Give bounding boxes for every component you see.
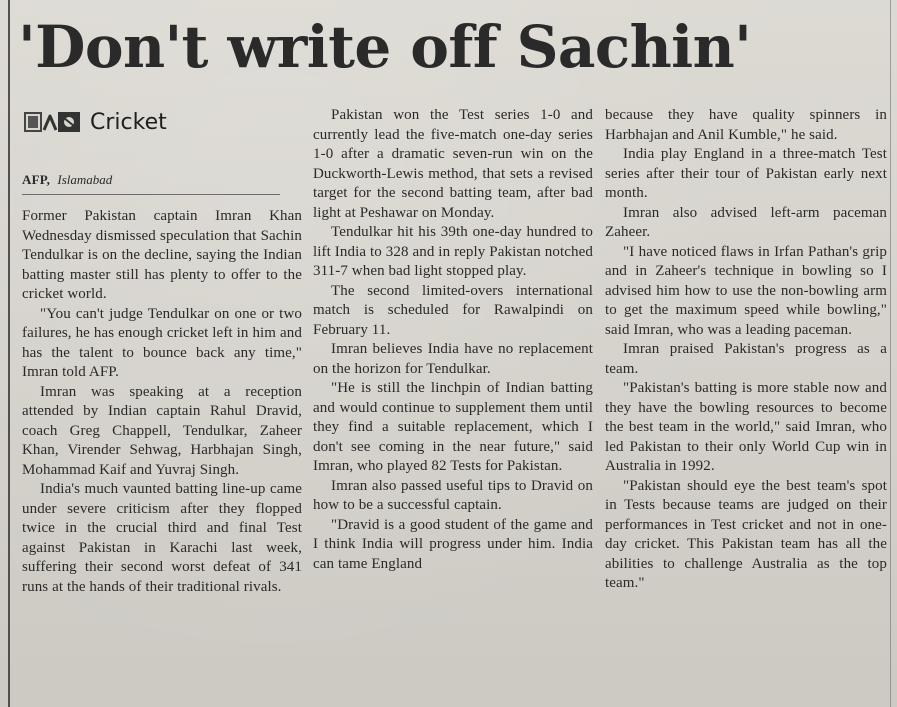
left-column-rule — [8, 0, 10, 707]
paragraph: because they have quality spinners in Harbhajan and Anil Kumble," he said. — [605, 107, 887, 143]
paragraph: The second limited-overs international match is scheduled for Rawalpindi on February 11. — [313, 282, 593, 338]
cricket-icon — [22, 106, 82, 136]
section-kicker — [22, 104, 302, 138]
paragraph: Imran also passed useful tips to Dravid on how to be a successful captain. — [313, 477, 593, 513]
byline — [22, 172, 302, 188]
column-2-text — [313, 106, 593, 574]
byline-agency: AFP, — [22, 172, 51, 187]
paragraph: Imran praised Pakistan's progress as a team. — [605, 341, 887, 377]
article-column-2 — [313, 104, 593, 574]
paragraph: "He is still the linchpin of Indian batting and would continue to supplement them until they find a suitable replacement, which I don't see coming in the near future," said Imran, who played 82 Tests for Pakistan. — [313, 380, 593, 474]
section-label: Cricket — [90, 109, 167, 135]
paragraph: "You can't judge Tendulkar on one or two failures, he has enough cricket left in him and has the talent to bounce back any time," Imran told AFP. — [22, 305, 302, 380]
column-1-text — [22, 207, 302, 597]
paragraph: "Dravid is a good student of the game and I think India will progress under him. India can tame England — [313, 516, 593, 572]
paragraph: "Pakistan's batting is more stable now and they have the bowling resources to become the best team in the world," said Imran, who led Pakistan to their only World Cup win in Australia in 1992. — [605, 380, 887, 474]
paragraph: Imran believes India have no replacement on the horizon for Tendulkar. — [313, 341, 593, 377]
paragraph: India's much vaunted batting line-up came under severe criticism after they flopped twice in the crucial third and final Test against Pakistan in Karachi last week, suffering their second worst defeat of 341 runs at the hands of their traditional rivals. — [22, 481, 302, 595]
headline: 'Don't write off Sachin' — [18, 13, 752, 81]
column-3-text — [605, 106, 887, 594]
paragraph: Former Pakistan captain Imran Khan Wednesday dismissed speculation that Sachin Tendulkar is on the decline, saying the Indian batting master still has plenty to offer to the cricket world. — [22, 208, 302, 302]
paragraph: Imran also advised left-arm paceman Zaheer. — [605, 204, 887, 240]
paragraph: Tendulkar hit his 39th one-day hundred to lift India to 328 and in reply Pakistan notched 311-7 when bad light stopped play. — [313, 224, 593, 279]
right-column-rule — [890, 0, 891, 707]
paragraph: Pakistan won the Test series 1-0 and currently lead the five-match one-day series 1-0 after a dramatic seven-run win on the Duckworth-Lewis method, that sets a revised target for the second batting team, after bad light at Peshawar on Monday. — [313, 107, 593, 221]
paragraph: India play England in a three-match Test series after their tour of Pakistan early next month. — [605, 146, 887, 201]
paragraph: Imran was speaking at a reception attended by Indian captain Rahul Dravid, coach Greg Chappell, Tendulkar, Zaheer Khan, Virender Sehwag, Harbhajan Singh, Mohammad Kaif and Yuvraj Singh. — [22, 383, 302, 478]
article-column-1 — [22, 104, 302, 597]
byline-rule — [22, 194, 280, 195]
paragraph: "I have noticed flaws in Irfan Pathan's grip and in Zaheer's technique in bowling so I advised him how to use the non-bowling arm to get the maximum speed while bowling," said Imran, who was a leading paceman. — [605, 243, 887, 338]
article-column-3 — [605, 104, 887, 594]
paragraph: "Pakistan should eye the best team's spot in Tests because teams are judged on their performances in Test cricket and not in one-day cricket. This Pakistan team has all the abilities to challenge Australia as the top team." — [605, 477, 887, 591]
byline-place: Islamabad — [57, 172, 113, 187]
